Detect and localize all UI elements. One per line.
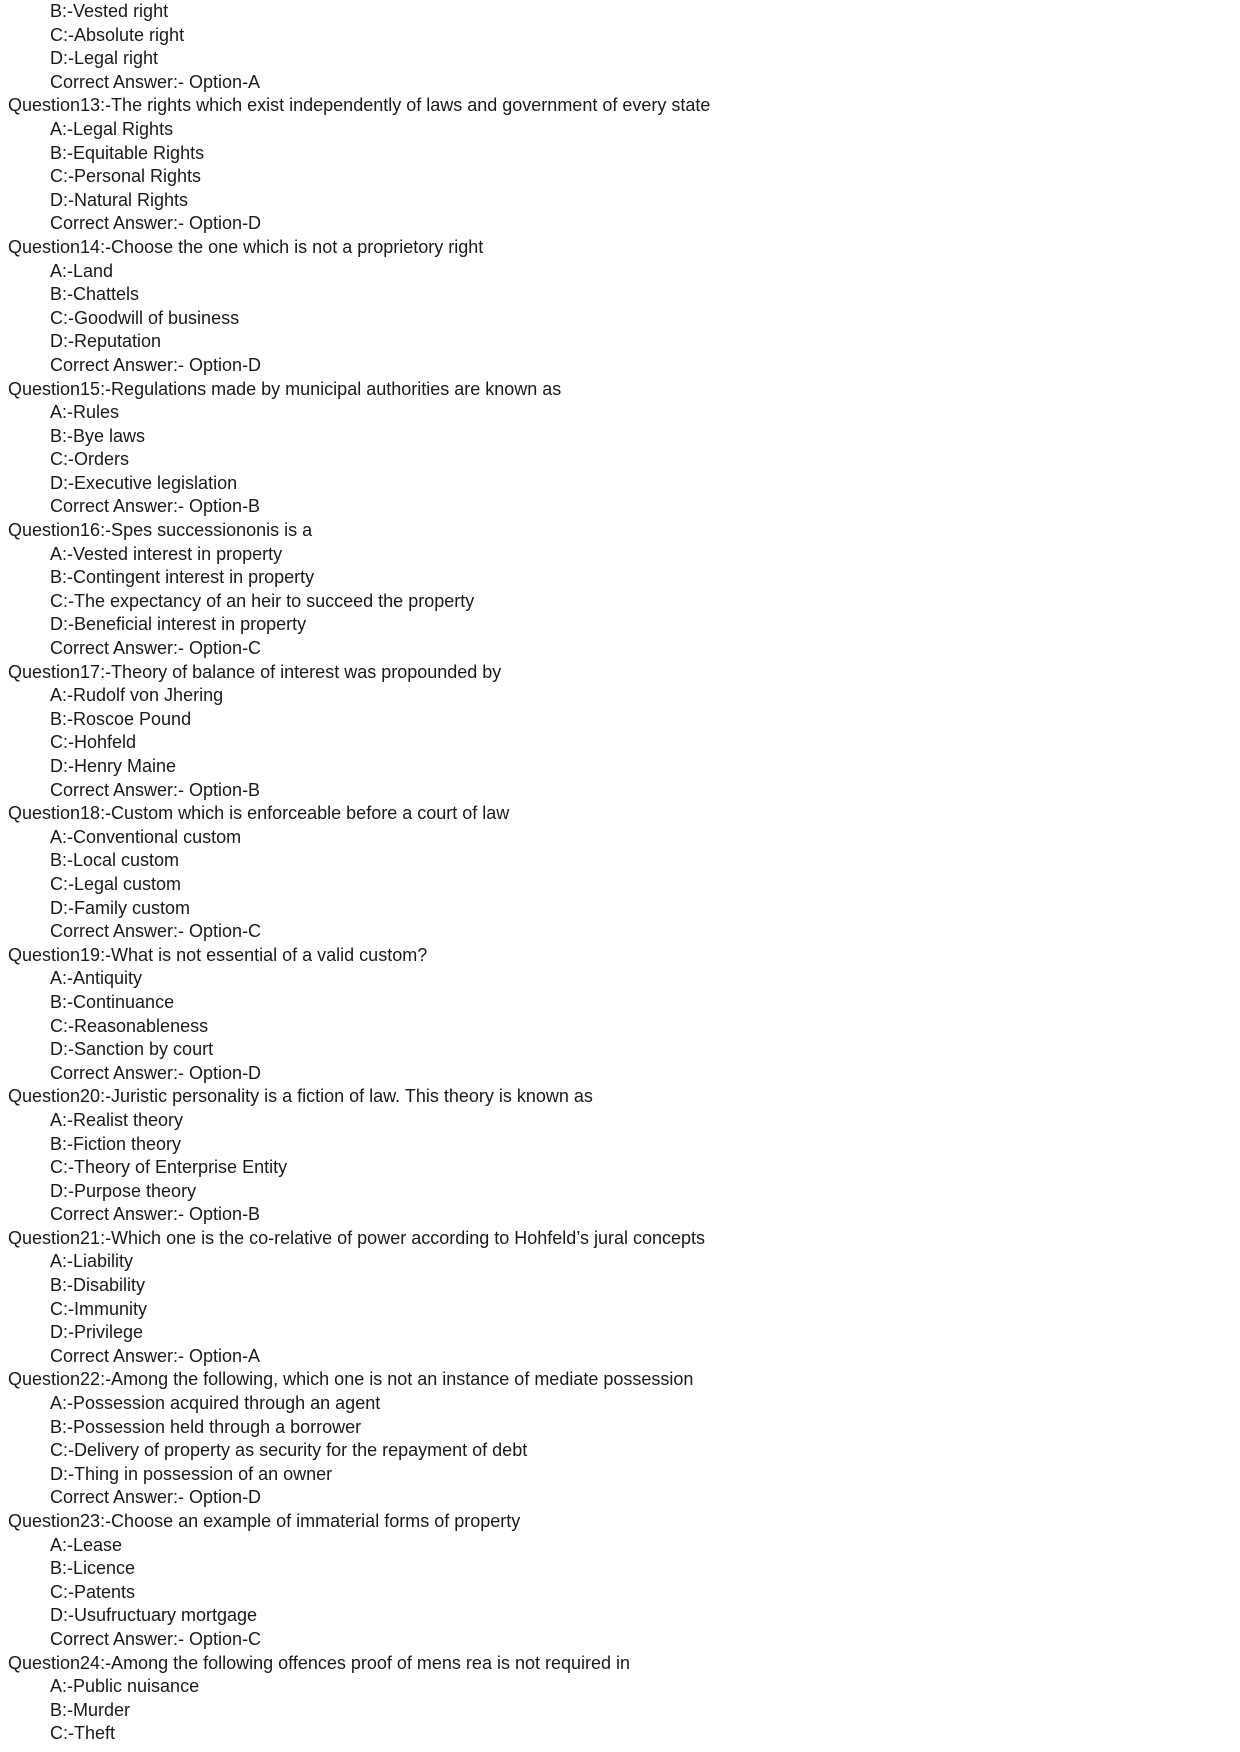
question-text: Question19:-What is not essential of a valid custom? [8,944,428,965]
lead-option-text: B [50,1,63,21]
option-text: B:-Contingent interest in property [50,567,315,588]
option-text: C:-Orders [50,449,130,470]
lead-option: C:-Absolute right [50,24,185,45]
lead-option: B:-Vested right [50,1,169,21]
option-text: D:-Privilege [50,1322,144,1343]
question-text: Question20:-Juristic personality is a fiction of law. This theory is known as [8,1086,593,1107]
option-text: B:-Local custom [50,850,180,871]
option-text: D:-Thing in possession of an owner [50,1463,333,1484]
option-text: A:-Legal Rights [50,118,174,139]
option-text: A:-Public nuisance [50,1676,200,1697]
correct-answer: Correct Answer:- Option-C [50,921,262,942]
lead-option-text: Absolute right [74,24,185,45]
question-text: Question16:-Spes successiononis is a [8,520,313,541]
correct-answer: Correct Answer:- Option-A [50,1345,261,1366]
option-text: C:-The expectancy of an heir to succeed the property [50,590,475,611]
lead-option-text: C [50,24,63,45]
option-text: A:-Rudolf von Jhering [50,685,224,706]
option-text: D:-Usufructuary mortgage [50,1605,258,1626]
option-text: A:-Antiquity [50,968,143,989]
question-text: Question21:-Which one is the co-relative of power according to Hohfeld’s jural concepts [8,1227,706,1248]
option-text: D:-Henry Maine [50,756,177,776]
correct-answer: Correct Answer:- Option-D [50,1487,262,1508]
correct-answer: Correct Answer:- Option-B [50,1204,261,1225]
lead-option-text: Vested right [73,1,169,21]
correct-answer: Correct Answer:- Option-C [50,638,262,659]
lead-answer: Correct Answer:- Option-A [50,71,261,92]
option-text: B:-Equitable Rights [50,142,205,163]
lead-option-text: D [50,48,63,69]
correct-answer: Correct Answer:- Option-B [50,496,261,517]
option-text: A:-Liability [50,1251,134,1272]
option-text: A:-Conventional custom [50,826,242,847]
option-text: C:-Personal Rights [50,166,202,187]
option-text: D:-Purpose theory [50,1180,197,1201]
option-text: A:-Lease [50,1534,123,1555]
question-text: Question17:-Theory of balance of interest was propounded by [8,661,502,682]
correct-answer: Correct Answer:- Option-C [50,1628,262,1649]
option-text: D:-Natural Rights [50,189,189,210]
correct-answer: Correct Answer:- Option-D [50,354,262,375]
question-text: Question15:-Regulations made by municipal authorities are known as [8,378,562,399]
option-text: B:-Licence [50,1558,136,1579]
option-text: C:-Theft [50,1723,116,1744]
option-text: D:-Beneficial interest in property [50,614,307,635]
option-text: C:-Theory of Enterprise Entity [50,1157,288,1178]
option-text: B:-Bye laws [50,425,146,446]
option-text: C:-Delivery of property as security for the repayment of debt [50,1440,528,1461]
option-text: A:-Rules [50,402,120,423]
option-text: B:-Murder [50,1699,131,1720]
option-text: C:-Goodwill of business [50,307,240,328]
option-text: D:-Executive legislation [50,472,238,493]
option-text: D:-Family custom [50,897,191,918]
question-text: Question14:-Choose the one which is not a proprietory right [8,236,484,257]
option-text: C:-Reasonableness [50,1015,209,1036]
option-text: D:-Reputation [50,331,162,352]
option-text: C:-Patents [50,1581,136,1602]
option-text: B:-Fiction theory [50,1133,182,1154]
question-text: Question18:-Custom which is enforceable before a court of law [8,803,510,824]
correct-answer: Correct Answer:- Option-D [50,1062,262,1083]
question-text: Question22:-Among the following, which one is not an instance of mediate possession [8,1369,694,1390]
question-text: Question24:-Among the following offences proof of mens rea is not required in [8,1652,631,1673]
question-text: Question13:-The rights which exist independently of laws and government of every state [8,95,711,116]
option-text: D:-Sanction by court [50,1039,214,1060]
option-text: B:-Continuance [50,991,175,1012]
option-text: A:-Land [50,260,114,281]
correct-answer: Correct Answer:- Option-D [50,213,262,234]
correct-answer: Correct Answer:- Option-B [50,779,261,800]
option-text: B:-Possession held through a borrower [50,1416,362,1437]
option-text: A:-Possession acquired through an agent [50,1393,381,1414]
option-text: C:-Legal custom [50,873,182,894]
option-text: B:-Roscoe Pound [50,708,192,729]
option-text: A:-Realist theory [50,1109,184,1130]
question-text: Question23:-Choose an example of immaterial forms of property [8,1511,521,1531]
option-text: C:-Immunity [50,1298,148,1319]
lead-option-text: Legal right [74,48,159,69]
option-text: B:-Chattels [50,284,140,305]
option-text: B:-Disability [50,1275,146,1296]
option-text: C:-Hohfeld [50,732,137,753]
option-text: A:-Vested interest in property [50,543,283,564]
lead-option: D:-Legal right [50,48,159,69]
